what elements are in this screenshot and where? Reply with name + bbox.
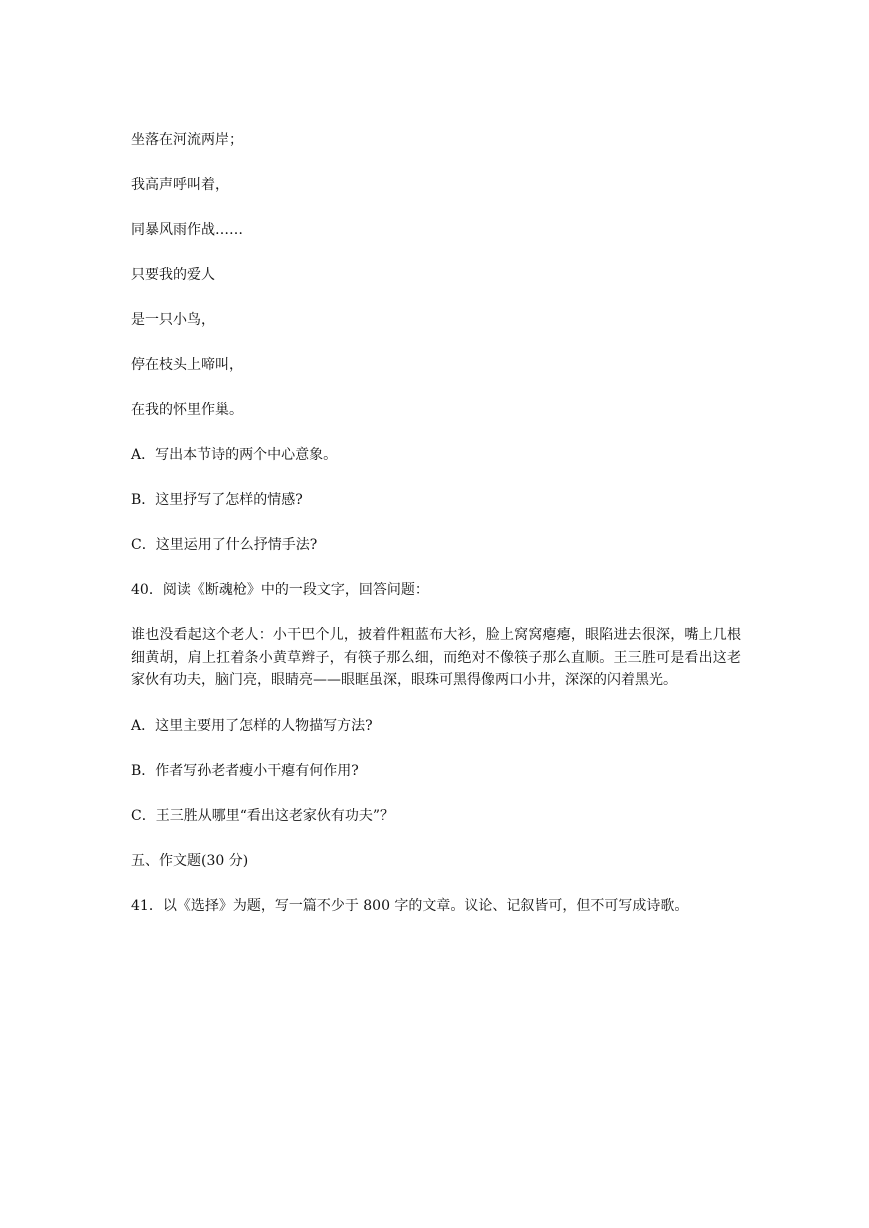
poem-line-2: 我高声呼叫着，	[131, 177, 229, 193]
poem-line-6: 停在枝头上啼叫，	[131, 357, 243, 373]
poem-line-4: 只要我的爱人	[131, 267, 215, 283]
q40-option-b: B．作者写孙老者瘦小干瘪有何作用?	[131, 762, 359, 779]
poem-line-1: 坐落在河流两岸；	[131, 132, 243, 148]
q39-option-b: B．这里抒写了怎样的情感?	[131, 492, 303, 508]
poem-line-7: 在我的怀里作巢。	[131, 402, 243, 418]
q39-option-c: C．这里运用了什么抒情手法?	[131, 537, 318, 553]
q40-option-a: A．这里主要用了怎样的人物描写方法?	[131, 717, 373, 734]
q40-prompt: 40．阅读《断魂枪》中的一段文字，回答问题：	[131, 582, 429, 598]
q40-option-c: C．王三胜从哪里“看出这老家伙有功夫”？	[131, 807, 395, 824]
q40-passage: 谁也没看起这个老人：小干巴个儿，披着件粗蓝布大衫，脸上窝窝瘪瘪，眼陷进去很深，嘴上几根细黄胡，肩上扛着条小黄草辫子，有筷子那么细，而绝对不像筷子那么直顺。王三胜可是看出这老家伙有功夫，脑门亮，眼睛亮——眼眶虽深，眼珠可黑得像两口小井，深深的闪着黑光。	[131, 627, 741, 688]
section-heading: 五、作文题(30 分)	[131, 852, 249, 869]
document-body	[131, 129, 741, 917]
poem-line-5: 是一只小鸟，	[131, 312, 215, 328]
poem-line-3: 同暴风雨作战……	[131, 222, 243, 238]
q39-option-a: A．写出本节诗的两个中心意象。	[131, 447, 338, 463]
q41-prompt: 41．以《选择》为题，写一篇不少于 800 字的文章。议论、记叙皆可，但不可写成诗歌。	[131, 897, 689, 914]
